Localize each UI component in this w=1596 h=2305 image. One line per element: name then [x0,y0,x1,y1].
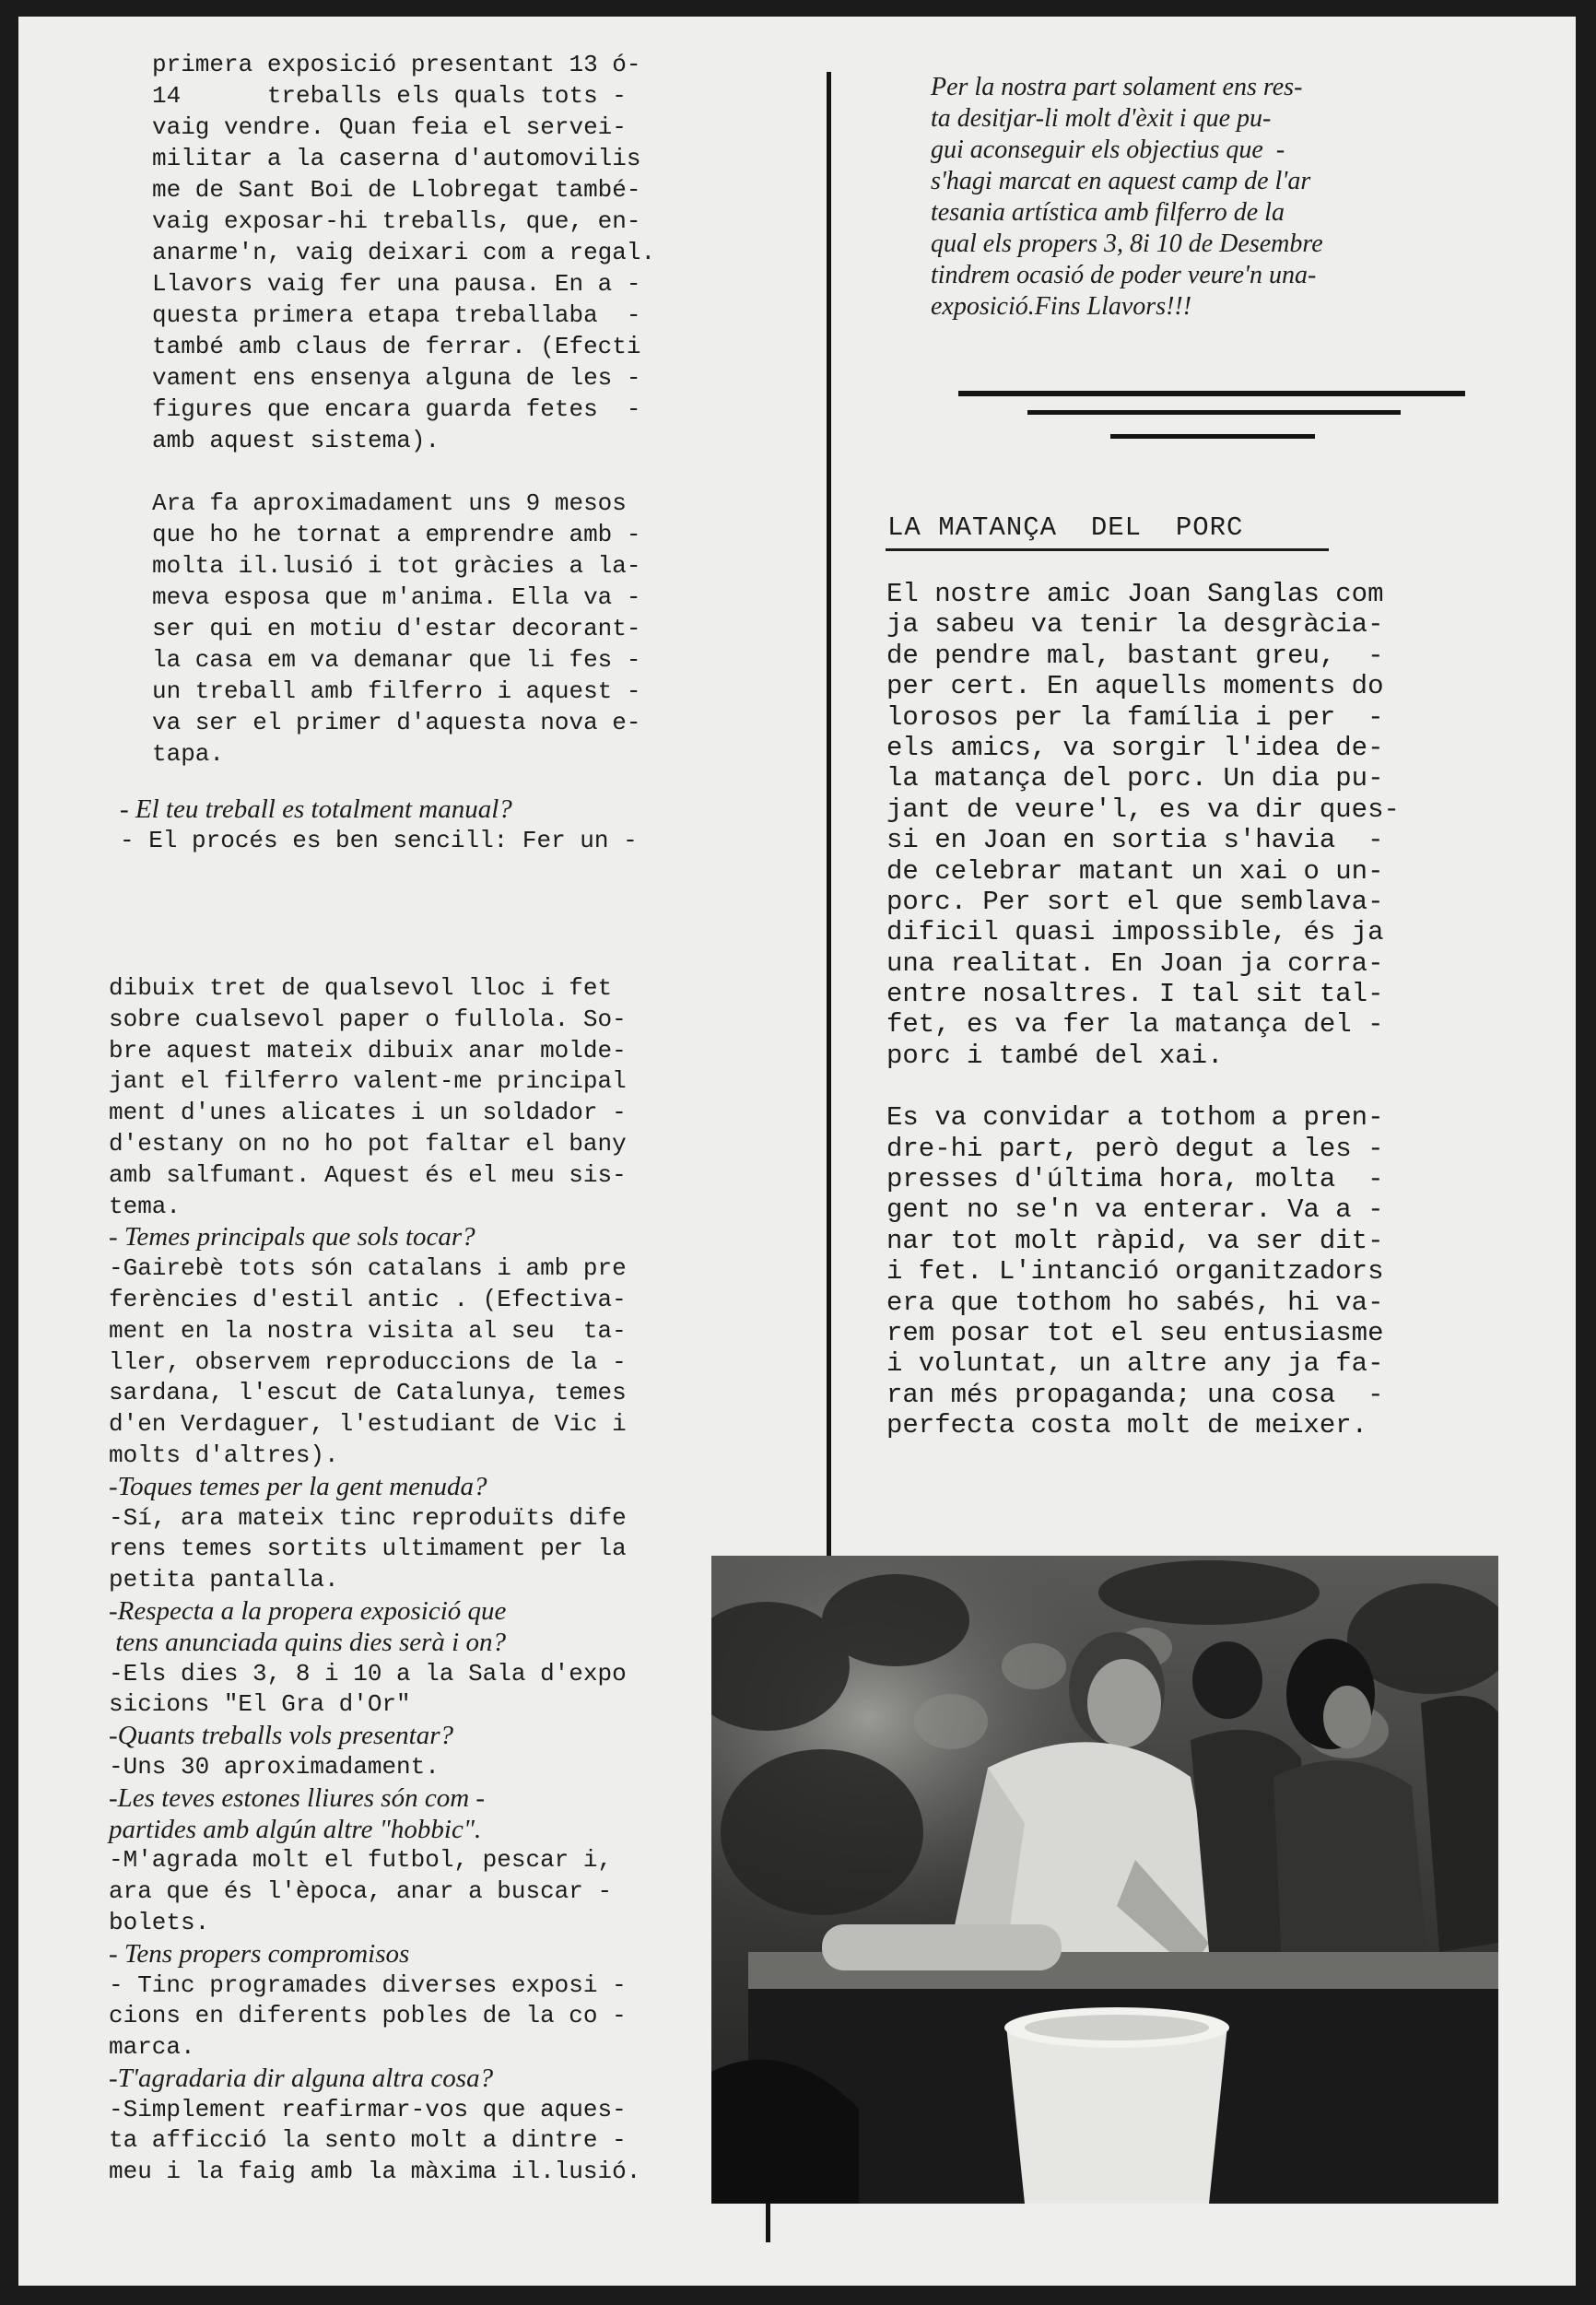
column-divider [827,72,831,1574]
text-line: tindrem ocasió de poder veure'n una- [931,261,1317,289]
article-line: dre-hi part, però degut a les - [886,1133,1384,1164]
text-line: gui aconseguir els objectius que - [931,135,1285,164]
article-line: de celebrar matant un xai o un- [886,855,1384,887]
article-line: lorosos per la família i per - [886,701,1384,733]
article-line: Es va convidar a tothom a pren- [886,1102,1384,1134]
text-line: militar a la caserna d'automovilis [152,145,641,172]
separator-bar-3 [1110,434,1315,439]
text-line: -Els dies 3, 8 i 10 a la Sala d'expo [109,1659,627,1688]
text-line: tesania artística amb filferro de la [931,198,1285,227]
article-body [886,579,1531,1441]
text-line: ment en la nostra visita al seu ta- [109,1316,627,1345]
article-line: i voluntat, un altre any ja fa- [886,1348,1384,1380]
text-line: -Les teves estones lliures són com - [109,1782,486,1813]
text-line: bolets. [109,1908,210,1936]
photo-people-outdoors-icon [711,1556,1498,2204]
left-column-qa-intro [120,794,820,856]
article-title-underline [886,548,1329,551]
text-line: anarme'n, vaig deixari com a regal. [152,239,656,266]
text-line: -Respecta a la propera exposició que [109,1595,507,1626]
article-title: LA MATANÇA DEL PORC [887,512,1244,543]
text-line: vaig vendre. Quan feia el servei- [152,113,627,141]
text-line: -Sí, ara mateix tinc reproduïts dife [109,1503,627,1532]
article-line: si en Joan en sortia s'havia - [886,825,1384,856]
text-line: amb salfumant. Aquest és el meu sis- [109,1160,627,1189]
article-line: i fet. L'intanció organitzadors [886,1256,1384,1288]
text-line: ara que és l'època, anar a buscar - [109,1877,613,1906]
article-line: perfecta costa molt de meixer. [886,1410,1368,1441]
newsletter-page [18,17,1576,2286]
text-line: dibuix tret de qualsevol lloc i fet [109,974,613,1002]
text-line: - Tinc programades diverses exposi - [109,1970,627,1999]
text-line: exposició.Fins Llavors!!! [931,292,1192,321]
text-line: cions en diferents pobles de la co - [109,2002,627,2030]
separator-bar-1 [958,391,1465,396]
text-line: -Quants treballs vols presentar? [109,1721,454,1751]
article-line: entre nosaltres. I tal sit tal- [886,979,1384,1010]
text-line: -Simplement reafirmar-vos que aques- [109,2095,627,2123]
article-line: era que tothom ho sabés, hi va- [886,1287,1384,1318]
text-line: ller, observem reproduccions de la - [109,1347,627,1376]
article-photo [711,1556,1498,2204]
text-line: s'hagi marcat en aquest camp de l'ar [931,167,1311,195]
text-line: d'en Verdaguer, l'estudiant de Vic i [109,1410,627,1439]
text-line: la casa em va demanar que li fes - [152,646,641,674]
text-line: - Tens propers compromisos [109,1938,410,1969]
left-column-interview [109,973,791,2188]
article-line: rem posar tot el seu entusiasme [886,1317,1384,1348]
article-line: porc. Per sort el que semblava- [886,886,1384,917]
text-line: petita pantalla. [109,1566,339,1594]
text-line: meu i la faig amb la màxima il.lusió. [109,2158,641,2186]
text-line: -T'agradaria dir alguna altra cosa? [109,2063,494,2093]
article-line: ran més propaganda; una cosa - [886,1379,1384,1410]
text-line: ta afficció la sento molt a dintre - [109,2126,627,2155]
text-line: - Temes principals que sols tocar? [109,1222,475,1252]
separator-bar-2 [1027,410,1401,415]
text-line: ser qui en motiu d'estar decorant- [152,615,641,642]
text-line: d'estany on no ho pot faltar el bany [109,1129,627,1158]
text-line: primera exposició presentant 13 ó- [152,51,641,78]
text-line: ta desitjar-li molt d'èxit i que pu- [931,104,1272,133]
text-line: tema. [109,1192,182,1220]
text-line: bre aquest mateix dibuix anar molde- [109,1036,627,1064]
text-line: - El teu treball es totalment manual? [120,794,512,824]
article-line: dificil quasi impossible, és ja [886,917,1384,948]
text-line: -Gairebè tots són catalans i amb pre [109,1254,627,1283]
text-line: un treball amb filferro i aquest - [152,677,641,705]
text-line-spacer [152,456,816,488]
text-line: sardana, l'escut de Catalunya, temes [109,1379,627,1407]
text-line: tapa. [152,740,225,768]
article-line: jant de veure'l, es va dir ques- [886,794,1400,825]
text-line: figures que encara guarda fetes - [152,395,641,423]
text-line: -Toques temes per la gent menuda? [109,1471,487,1501]
text-line: qual els propers 3, 8i 10 de Desembre [931,229,1323,258]
article-line: per cert. En aquells moments do [886,671,1384,702]
text-line: - El procés es ben sencill: Fer un - [120,827,638,854]
text-line: molta il.lusió i tot gràcies a la- [152,552,641,580]
text-line: meva esposa que m'anima. Ella va - [152,583,641,611]
text-line: rens temes sortits ultimament per la [109,1535,627,1563]
text-line: vaig exposar-hi treballs, que, en- [152,207,641,235]
article-line: presses d'última hora, molta - [886,1164,1384,1195]
article-line: ja sabeu va tenir la desgràcia- [886,609,1384,641]
text-line: també amb claus de ferrar. (Efecti [152,333,641,360]
article-line: fet, es va fer la matança del - [886,1009,1384,1041]
right-column-closing [931,72,1567,323]
text-line: amb aquest sistema). [152,427,440,454]
text-line: questa primera etapa treballaba - [152,301,641,329]
text-line: sicions "El Gra d'Or" [109,1690,411,1719]
text-line: partides amb algún altre "hobbic". [109,1814,482,1844]
text-line: ment d'unes alicates i un soldador - [109,1099,627,1127]
text-line: que ho he tornat a emprendre amb - [152,521,641,548]
text-line: va ser el primer d'aquesta nova e- [152,709,641,736]
text-line: -Uns 30 aproximadament. [109,1752,440,1781]
text-line: jant el filferro valent-me principal [109,1067,627,1096]
text-line: Per la nostra part solament ens res- [931,73,1303,101]
text-line: vament ens ensenya alguna de les - [152,364,641,392]
article-line: de pendre mal, bastant greu, - [886,640,1384,671]
text-line: marca. [109,2033,195,2062]
article-line: els amics, va sorgir l'idea de- [886,732,1384,763]
article-line: la matança del porc. Un dia pu- [886,763,1384,794]
left-column-top [152,49,816,770]
text-line: 14 treballs els quals tots - [152,82,627,110]
text-line: molts d'altres). [109,1441,339,1469]
text-line: sobre cualsevol paper o fullola. So- [109,1005,627,1033]
article-line: gent no se'n va enterar. Va a - [886,1194,1384,1226]
article-line: nar tot molt ràpid, va ser dit- [886,1225,1384,1256]
text-line: -M'agrada molt el futbol, pescar i, [109,1846,613,1875]
article-line: porc i també del xai. [886,1040,1224,1071]
article-line-spacer [886,1071,1531,1102]
text-line: me de Sant Boi de Llobregat també- [152,176,641,204]
article-line: El nostre amic Joan Sanglas com [886,579,1384,609]
text-line: Llavors vaig fer una pausa. En a - [152,270,641,298]
text-line: Ara fa aproximadament uns 9 mesos [152,489,627,517]
text-line: tens anunciada quins dies serà i on? [109,1627,506,1657]
text-line: ferències d'estil antic . (Efectiva- [109,1285,627,1313]
article-line: una realitat. En Joan ja corra- [886,947,1384,979]
